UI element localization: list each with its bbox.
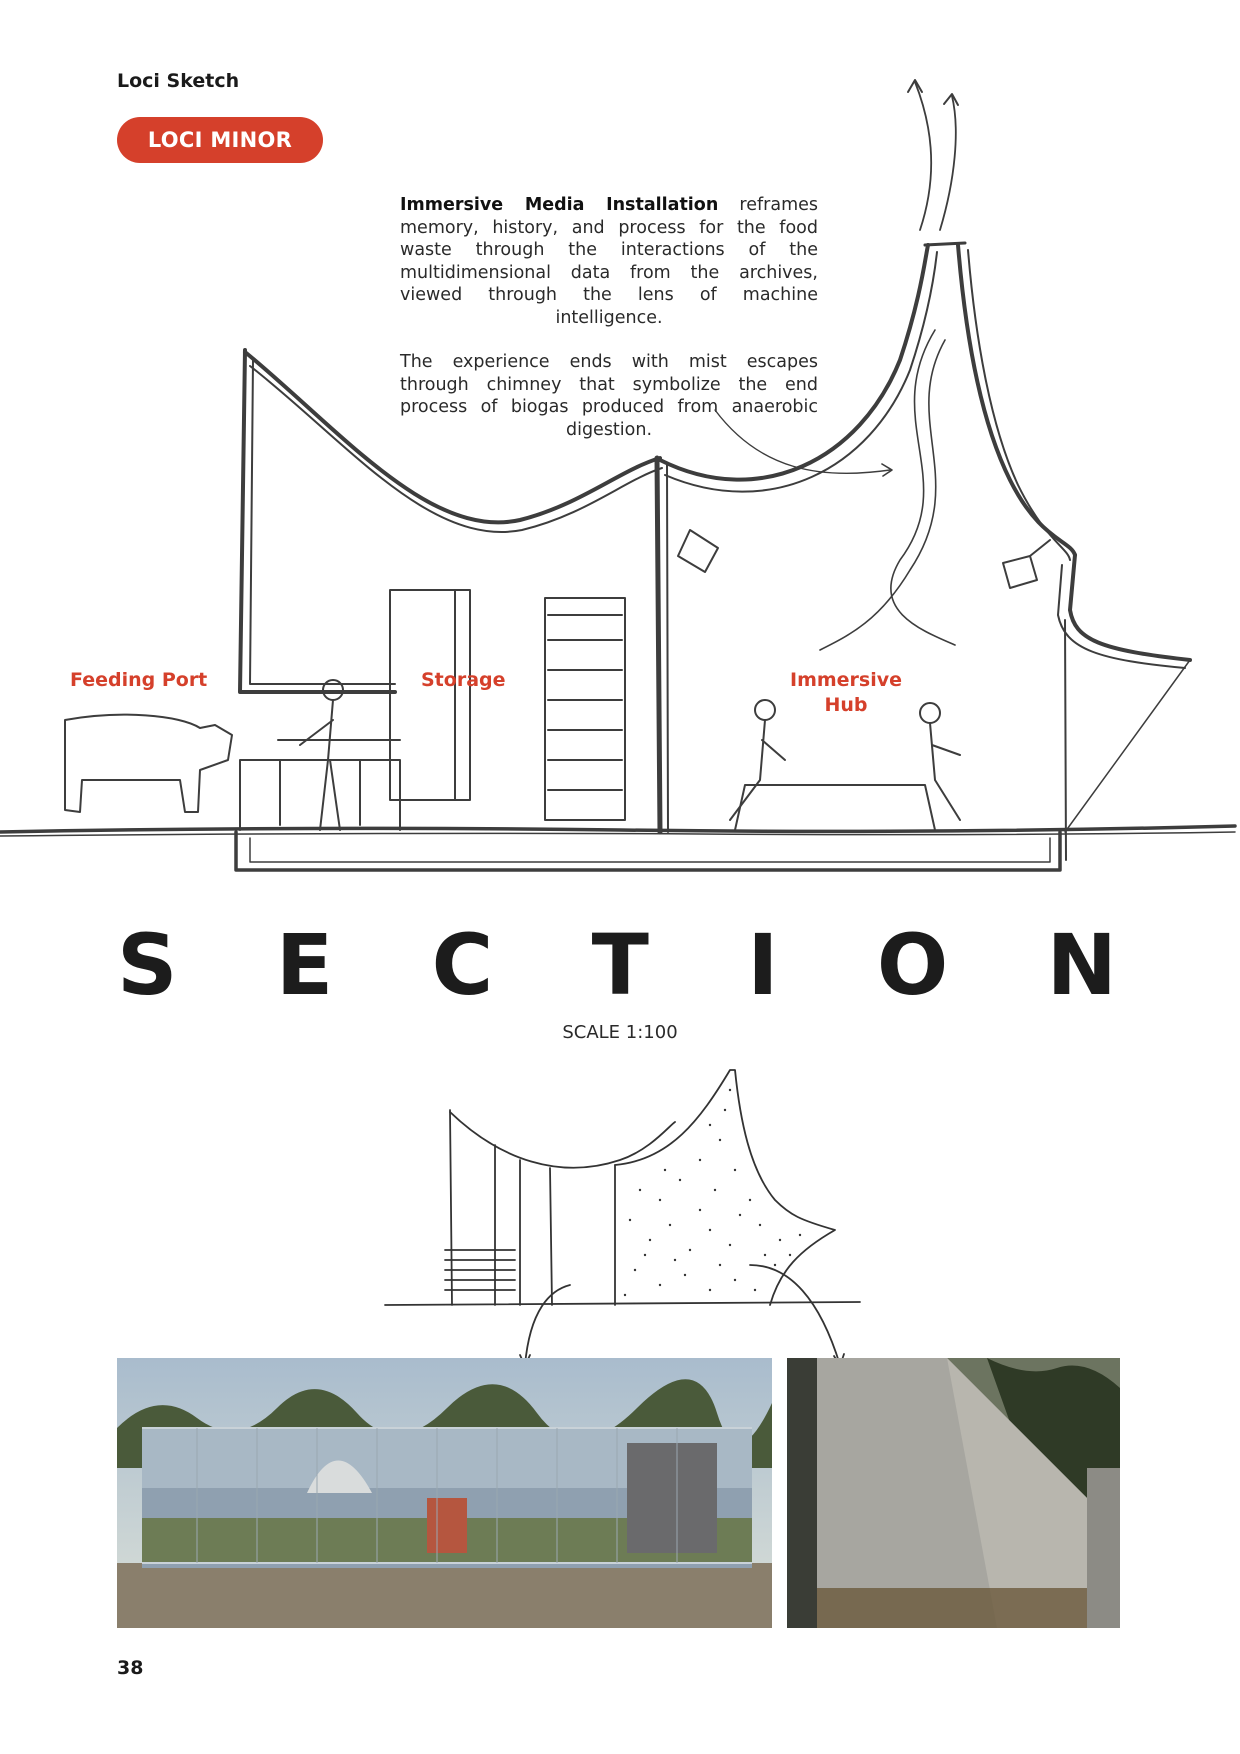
section-sketch xyxy=(0,60,1240,880)
title-letter: I xyxy=(747,916,779,1014)
label-immersive-hub-line2: Hub xyxy=(824,694,868,716)
label-storage: Storage xyxy=(421,669,506,691)
title-letter: O xyxy=(876,916,949,1014)
intro-lead-bold: Immersive Media Installation xyxy=(400,195,719,215)
title-letter: S xyxy=(117,916,178,1014)
mirrored-pavilion-photo xyxy=(117,1358,772,1628)
title-letter: N xyxy=(1046,916,1117,1014)
label-immersive-hub xyxy=(790,668,902,718)
page-number: 38 xyxy=(117,1657,144,1679)
page-header-label: Loci Sketch xyxy=(117,70,240,92)
section-title xyxy=(117,916,1117,1014)
label-immersive-hub-line1: Immersive xyxy=(790,669,903,691)
intro-lead-rest: reframes memory, history, and process for the food waste through the interactions of the multidimensional data from the archives, viewed through the lens of machine intelligence. xyxy=(400,195,818,328)
title-letter: C xyxy=(431,916,494,1014)
scale-label: SCALE 1:100 xyxy=(562,1022,678,1043)
intro-paragraph-2: The experience ends with mist escapes through chimney that symbolize the end process of biogas produced from anaerobic digestion. xyxy=(400,352,818,440)
section-badge: LOCI MINOR xyxy=(117,117,323,163)
title-letter: T xyxy=(591,916,649,1014)
concrete-wall-photo xyxy=(787,1358,1120,1628)
mini-section-sketch xyxy=(370,1050,870,1370)
title-letter: E xyxy=(275,916,334,1014)
label-feeding-port: Feeding Port xyxy=(70,669,208,691)
